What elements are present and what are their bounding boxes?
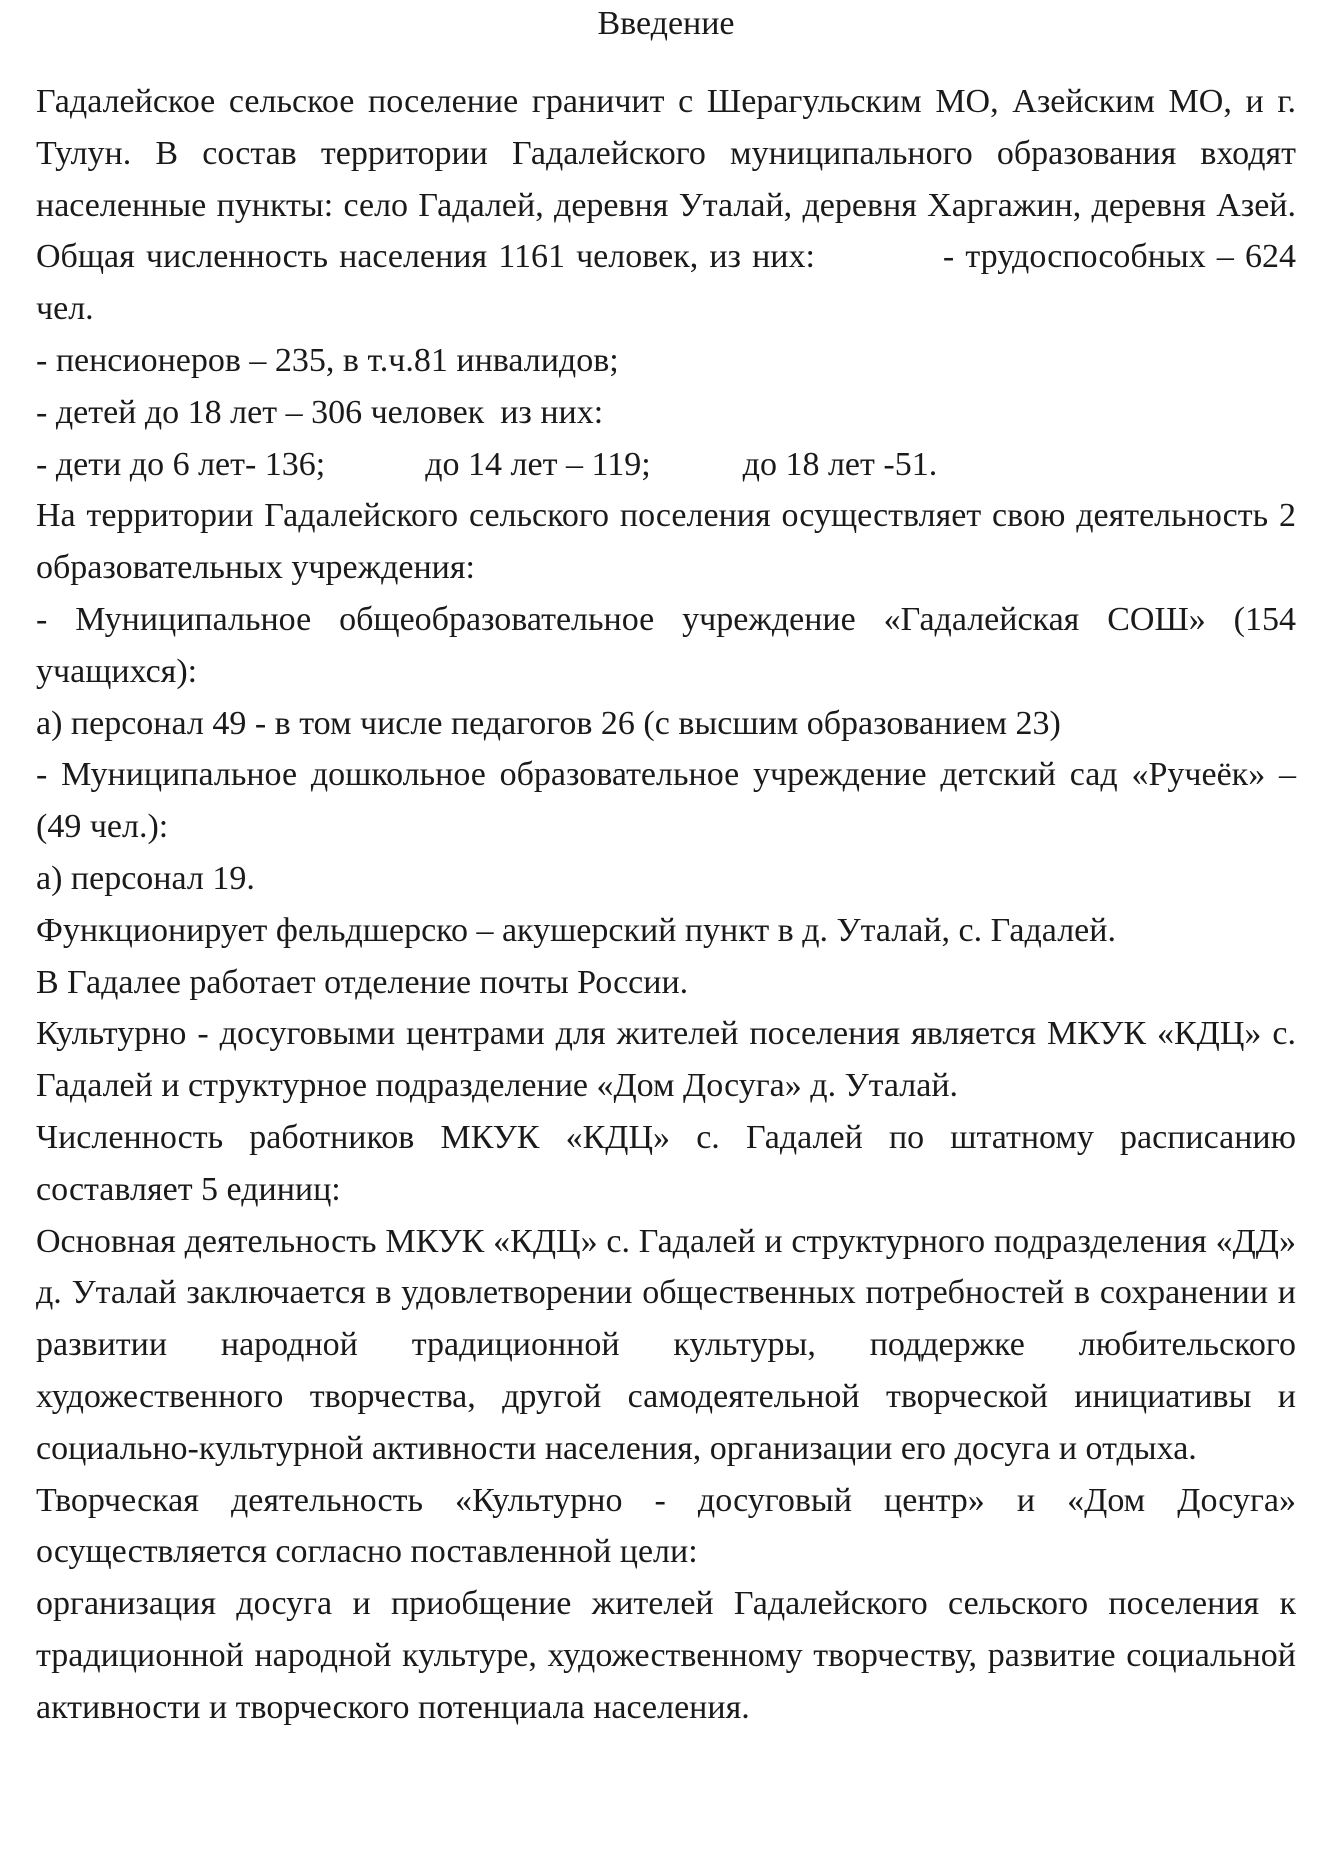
culture-centers-paragraph: Культурно - досуговыми центрами для жителей поселения является МКУК «КДЦ» с. Гадалей и структурное подразделение «Дом Досуга» д. Уталай. [36, 1015, 1296, 1105]
creative-activity-paragraph: Творческая деятельность «Культурно - досуговый центр» и «Дом Досуга» осуществляется согласно поставленной цели: [36, 1481, 1296, 1571]
able-bodied-line: - трудоспособных – 624 чел. [36, 238, 1296, 328]
staff-count-paragraph: Численность работников МКУК «КДЦ» с. Гадалей по штатному расписанию составляет 5 единиц: [36, 1118, 1296, 1208]
children-18-text: до 18 лет -51. [742, 445, 938, 483]
pensioners-line: - пенсионеров – 235, в т.ч.81 инвалидов; [36, 341, 619, 379]
children-6-text: - дети до 6 лет- 136; [36, 445, 326, 483]
intro-paragraph [36, 76, 1296, 335]
main-activity-paragraph: Основная деятельность МКУК «КДЦ» с. Гадалей и структурного подразделения «ДД» д. Уталай заключается в удовлетворении общественных потребностей в сохранении и развитии народной традиционной культуры, поддержке любительского художественного творчества, другой самодеятельной творческой инициативы и социально-культурной активности населения, организации его досуга и отдыха. [36, 1222, 1296, 1467]
document-page [36, 0, 1296, 1734]
school-staff-line: а) персонал 49 - в том числе педагогов 26 (с высшим образованием 23) [36, 704, 1061, 742]
education-intro-paragraph: На территории Гадалейского сельского поселения осуществляет свою деятельность 2 образовательных учреждения: [36, 497, 1296, 587]
intro-text: Гадалейское сельское поселение граничит с Шерагульским МО, Азейским МО, и г. Тулун. В состав территории Гадалейского муниципального образования входят населенные пункты: село Гадалей, деревня Уталай, деревня Харгажин, деревня Азей. Общая численность населения 1161 человек, из них: [36, 83, 1296, 276]
children-14-text: до 14 лет – 119; [425, 445, 651, 483]
children-text: - детей до 18 лет – 306 человек [36, 393, 485, 431]
medical-line: Функционирует фельдшерско – акушерский пункт в д. Уталай, с. Гадалей. [36, 911, 1116, 949]
kindergarten-staff-line: а) персонал 19. [36, 859, 255, 897]
document-title: Введение [597, 5, 735, 42]
document-body [36, 76, 1296, 1734]
school-paragraph: - Муниципальное общеобразовательное учреждение «Гадалейская СОШ» (154 учащихся): [36, 600, 1296, 690]
children-ages-line [36, 439, 1296, 491]
goal-paragraph: организация досуга и приобщение жителей Гадалейского сельского поселения к традиционной народной культуре, художественному творчеству, развитие социальной активности и творческого потенциала населения. [36, 1585, 1296, 1726]
post-line: В Гадалее работает отделение почты России. [36, 963, 689, 1001]
children-line [36, 387, 1296, 439]
children-suffix: из них: [500, 393, 604, 431]
kindergarten-paragraph: - Муниципальное дошкольное образовательное учреждение детский сад «Ручеёк» – (49 чел.): [36, 756, 1296, 846]
